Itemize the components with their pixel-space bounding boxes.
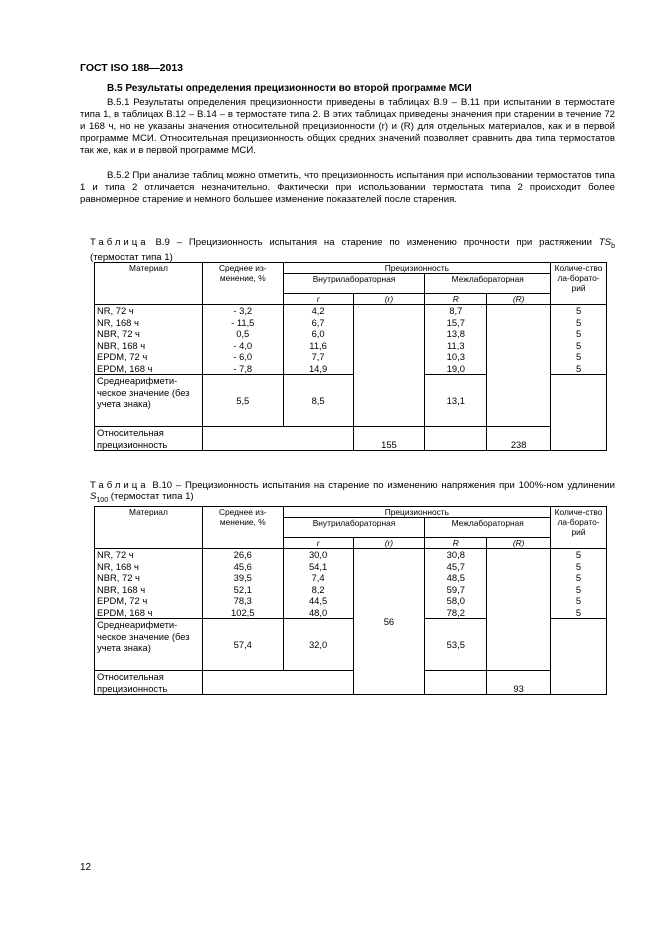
table2-caption-symbol: S: [90, 491, 97, 502]
big-r-value: 10,3: [425, 351, 487, 363]
labs-blank: [551, 375, 607, 451]
average-label: Среднеарифмети-ческое значение (без учета знака): [95, 619, 203, 671]
big-r-value: 30,8: [425, 549, 487, 561]
average-r: 32,0: [283, 619, 353, 671]
average-big-r: 53,5: [425, 619, 487, 671]
labs-count: 5: [551, 363, 607, 375]
r-value: 30,0: [283, 549, 353, 561]
table2-header-mean-change: Среднее из-менение, %: [202, 507, 283, 549]
mean-change: 39,5: [202, 572, 283, 584]
big-r-value: 13,8: [425, 328, 487, 340]
mean-change: 26,6: [202, 549, 283, 561]
r-value: 4,2: [283, 305, 353, 317]
material: NBR, 168 ч: [95, 584, 203, 596]
table1-caption: [90, 237, 615, 263]
r-value: 7,7: [283, 351, 353, 363]
r-value: 8,2: [283, 584, 353, 596]
table2-header-labs: Количе-ство ла-борато-рий: [551, 507, 607, 549]
material: NBR, 168 ч: [95, 340, 203, 352]
table2-caption-word: Таблица: [90, 480, 149, 491]
table2-header-within: Внутрилабораторная: [283, 518, 425, 538]
r-value: 6,7: [283, 317, 353, 329]
labs-count: 5: [551, 607, 607, 619]
r-value: 44,5: [283, 595, 353, 607]
table1-header-big-r: R: [425, 294, 487, 305]
material: NR, 72 ч: [95, 305, 203, 317]
paragraph-1-text: B.5.1 Результаты определения прецизионности приведены в таблицах B.9 – B.11 при испытании в термостате типа 1, в таблицах B.12 – B.14 – в термостате типа 2. В этих таблицах приведены значения при старении в течение 72 и 168 ч, но не указаны значения относительной прецизионности (r) и (R) для отдельных материалов, как и в первой программе МСИ. Относительная прецизионность общих средних значений позволяет сравнить два типа термостатов так же, как и в первой программе МСИ.: [80, 97, 615, 156]
table-row: [95, 549, 607, 561]
r-value: 7,4: [283, 572, 353, 584]
table1-caption-text: B.9 – Прецизионность испытания на старение по изменению прочности при растяжении: [155, 237, 592, 248]
table1-header-material: Материал: [95, 263, 203, 305]
table2-header-r-rel: (r): [353, 538, 425, 549]
table2-caption-subscript: 100: [96, 496, 109, 504]
table1-header-big-r-rel: (R): [487, 294, 551, 305]
relative-blank-2: [425, 427, 487, 451]
big-r-value: 59,7: [425, 584, 487, 596]
table-row: [95, 305, 607, 317]
table2-caption-text: B.10 – Прецизионность испытания на старение по изменению напряжения при 100%-ном удлинении: [152, 480, 615, 491]
big-r-value: 8,7: [425, 305, 487, 317]
labs-blank: [551, 619, 607, 695]
r-value: 48,0: [283, 607, 353, 619]
material: NR, 168 ч: [95, 317, 203, 329]
material: EPDM, 168 ч: [95, 607, 203, 619]
table1-caption-word: Таблица: [90, 237, 149, 248]
mean-change: 45,6: [202, 561, 283, 573]
paragraph-2: [80, 170, 615, 206]
mean-change: 102,5: [202, 607, 283, 619]
table2-header-material: Материал: [95, 507, 203, 549]
table2-data-rows: [95, 549, 607, 695]
labs-count: 5: [551, 328, 607, 340]
labs-count: 5: [551, 317, 607, 329]
material: NBR, 72 ч: [95, 572, 203, 584]
relative-big-r-rel: 93: [487, 671, 551, 695]
mean-change: - 3,2: [202, 305, 283, 317]
material: EPDM, 72 ч: [95, 595, 203, 607]
paragraph-2-text: B.5.2 При анализе таблиц можно отметить, что прецизионность испытания при использовании термостатов типа 1 и типа 2 отличается незначительно. Фактически при использовании термостата типа 2 происходит более равномерное старение и немного большее изменение показателей после старения.: [80, 170, 615, 205]
relative-label: Относительная прецизионность: [95, 427, 203, 451]
table1-header-labs: Количе-ство ла-борато-рий: [551, 263, 607, 305]
labs-count: 5: [551, 572, 607, 584]
table2-header-between: Межлабораторная: [425, 518, 551, 538]
paragraph-1: [80, 97, 615, 157]
mean-change: - 7,8: [202, 363, 283, 375]
big-r-value: 11,3: [425, 340, 487, 352]
big-r-value: 48,5: [425, 572, 487, 584]
table1-header-r-rel: (r): [353, 294, 425, 305]
table2-header-big-r-rel: (R): [487, 538, 551, 549]
mean-change: 78,3: [202, 595, 283, 607]
material: EPDM, 72 ч: [95, 351, 203, 363]
table1-header-between: Межлабораторная: [425, 274, 551, 294]
table1-caption-subscript: b: [611, 242, 615, 250]
material: NR, 72 ч: [95, 549, 203, 561]
r-value: 11,6: [283, 340, 353, 352]
big-r-value: 78,2: [425, 607, 487, 619]
page-number: 12: [80, 862, 92, 873]
labs-count: 5: [551, 549, 607, 561]
r-value: 54,1: [283, 561, 353, 573]
table2-header-precision: Прецизионность: [283, 507, 550, 518]
document-header: ГОСТ ISO 188—2013: [80, 62, 184, 74]
big-r-value: 15,7: [425, 317, 487, 329]
labs-count: 5: [551, 340, 607, 352]
average-mean: 57,4: [202, 619, 283, 671]
material: NBR, 72 ч: [95, 328, 203, 340]
big-r-rel-blank: [487, 305, 551, 427]
table1-header-precision: Прецизионность: [283, 263, 550, 274]
relative-blank: [202, 427, 353, 451]
table1-header-r: r: [283, 294, 353, 305]
table2-caption: [90, 480, 615, 506]
labs-count: 5: [551, 584, 607, 596]
relative-blank-2: [425, 671, 487, 695]
mean-change: - 4,0: [202, 340, 283, 352]
labs-count: 5: [551, 561, 607, 573]
big-r-value: 45,7: [425, 561, 487, 573]
big-r-value: 58,0: [425, 595, 487, 607]
table1-relative-row: [95, 427, 607, 451]
table2-relative-row: [95, 671, 607, 695]
average-mean: 5,5: [202, 375, 283, 427]
table1: [94, 262, 607, 451]
table1-header-mean-change: Среднее из-менение, %: [202, 263, 283, 305]
material: NR, 168 ч: [95, 561, 203, 573]
labs-count: 5: [551, 595, 607, 607]
table2-header-big-r: R: [425, 538, 487, 549]
table2: [94, 506, 607, 695]
table1-data-rows: [95, 305, 607, 451]
labs-count: 5: [551, 305, 607, 317]
average-label: Среднеарифмети-ческое значение (без учета знака): [95, 375, 203, 427]
mean-change: - 11,5: [202, 317, 283, 329]
relative-blank: [202, 671, 353, 695]
table2-header-r: r: [283, 538, 353, 549]
section-title: B.5 Результаты определения прецизионности во второй программе МСИ: [107, 83, 472, 94]
r-value: 6,0: [283, 328, 353, 340]
relative-label: Относительная прецизионность: [95, 671, 203, 695]
table1-header-within: Внутрилабораторная: [283, 274, 425, 294]
relative-r-rel: 155: [353, 427, 425, 451]
big-r-value: 19,0: [425, 363, 487, 375]
average-big-r: 13,1: [425, 375, 487, 427]
relative-big-r-rel: 238: [487, 427, 551, 451]
r-value: 14,9: [283, 363, 353, 375]
big-r-rel-blank: [487, 549, 551, 671]
mean-change: 0,5: [202, 328, 283, 340]
table1-caption-symbol: TS: [598, 237, 612, 248]
table2-r-rel-value: 56: [353, 549, 425, 695]
table1-caption-tail: (термостат типа 1): [90, 251, 173, 263]
labs-count: 5: [551, 351, 607, 363]
material: EPDM, 168 ч: [95, 363, 203, 375]
r-rel-blank: [353, 305, 425, 427]
mean-change: - 6,0: [202, 351, 283, 363]
average-r: 8,5: [283, 375, 353, 427]
table2-caption-tail: (термостат типа 1): [110, 491, 194, 502]
mean-change: 52,1: [202, 584, 283, 596]
